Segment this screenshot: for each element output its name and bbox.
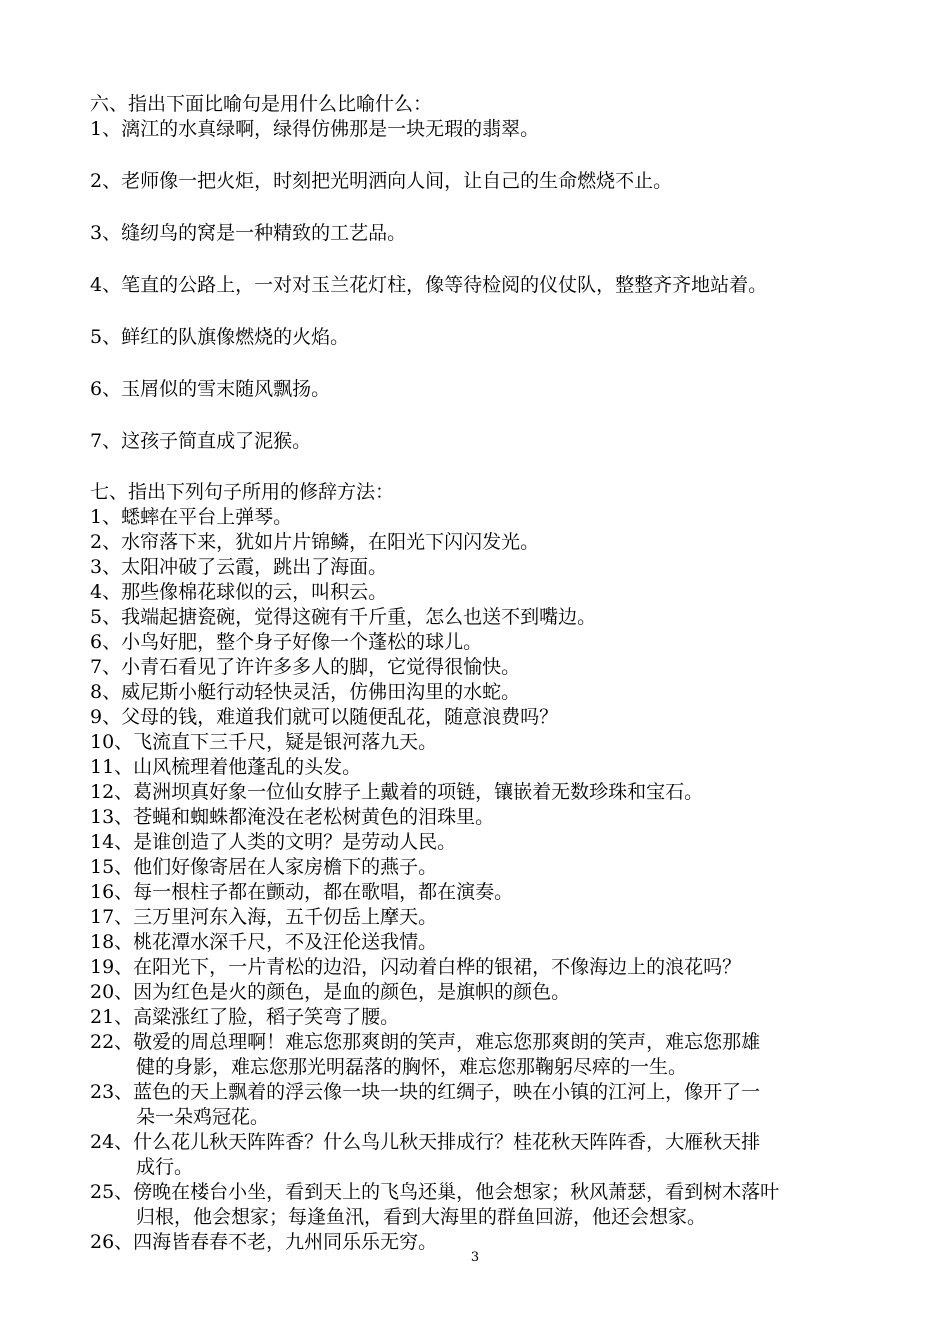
section7-item-20: 20、因为红色是火的颜色，是血的颜色，是旗帜的颜色。 xyxy=(90,981,571,1003)
section7-item-15: 15、他们好像寄居在人家房檐下的燕子。 xyxy=(90,856,438,878)
section7-item-16: 16、每一根柱子都在颤动，都在歌唱，都在演奏。 xyxy=(90,881,514,903)
section7-item-10: 10、飞流直下三千尺，疑是银河落九天。 xyxy=(90,731,438,753)
section7-item-24 xyxy=(90,1130,880,1180)
section6-item-1: 1、漓江的水真绿啊，绿得仿佛那是一块无瑕的翡翠。 xyxy=(90,118,540,140)
section7-item-6: 6、小鸟好肥，整个身子好像一个蓬松的球儿。 xyxy=(90,631,483,653)
section7-item-1: 1、蟋蟀在平台上弹琴。 xyxy=(90,506,293,528)
section7-item-26: 26、四海皆春春不老，九州同乐乐无穷。 xyxy=(90,1231,438,1253)
section7-item-4: 4、那些像棉花球似的云，叫积云。 xyxy=(90,581,388,603)
section7-item-2: 2、水帘落下来，犹如片片锦鳞，在阳光下闪闪发光。 xyxy=(90,531,540,553)
section7-item-8: 8、威尼斯小艇行动轻快灵活，仿佛田沟里的水蛇。 xyxy=(90,681,521,703)
section6-item-2: 2、老师像一把火炬，时刻把光明洒向人间，让自己的生命燃烧不止。 xyxy=(90,170,673,192)
section7-item-23 xyxy=(90,1080,880,1130)
section7-item-11: 11、山风梳理着他蓬乱的头发。 xyxy=(90,756,362,778)
section7-item-14: 14、是谁创造了人类的文明？是劳动人民。 xyxy=(90,831,457,853)
page-number: 3 xyxy=(470,1250,480,1265)
section7-item-13: 13、苍蝇和蜘蛛都淹没在老松树黄色的泪珠里。 xyxy=(90,806,495,828)
item-continuation: 健的身影，难忘您那光明磊落的胸怀，难忘您那鞠躬尽瘁的一生。 xyxy=(136,1056,688,1078)
section6-item-7: 7、这孩子简直成了泥猴。 xyxy=(90,430,312,452)
item-line: 22、敬爱的周总理啊！难忘您那爽朗的笑声，难忘您那爽朗的笑声，难忘您那雄 xyxy=(90,1031,761,1053)
section7-item-18: 18、桃花潭水深千尺，不及汪伦送我情。 xyxy=(90,931,438,953)
section7-item-21: 21、高粱涨红了脸，稻子笑弯了腰。 xyxy=(90,1006,400,1028)
section7-heading: 七、指出下列句子所用的修辞方法： xyxy=(90,481,395,503)
item-continuation: 成行。 xyxy=(136,1156,194,1178)
section6-item-4: 4、笔直的公路上，一对对玉兰花灯柱，像等待检阅的仪仗队，整整齐齐地站着。 xyxy=(90,274,768,296)
item-continuation: 归根，他会想家；每逢鱼汛，看到大海里的群鱼回游，他还会想家。 xyxy=(136,1206,707,1228)
section7-item-7: 7、小青石看见了许许多多人的脚，它觉得很愉快。 xyxy=(90,656,521,678)
section7-item-22 xyxy=(90,1030,880,1080)
document-page xyxy=(90,92,880,1255)
section7-item-5: 5、我端起搪瓷碗，觉得这碗有千斤重，怎么也送不到嘴边。 xyxy=(90,606,597,628)
section7-item-9: 9、父母的钱，难道我们就可以随便乱花，随意浪费吗？ xyxy=(90,706,559,728)
section6-item-6: 6、玉屑似的雪末随风飘扬。 xyxy=(90,378,331,400)
section7-item-3: 3、太阳冲破了云霞，跳出了海面。 xyxy=(90,556,388,578)
item-continuation: 朵一朵鸡冠花。 xyxy=(136,1106,270,1128)
section7-item-25 xyxy=(90,1180,880,1230)
item-line: 24、什么花儿秋天阵阵香？什么鸟儿秋天排成行？桂花秋天阵阵香，大雁秋天排 xyxy=(90,1131,761,1153)
section7-item-17: 17、三万里河东入海，五千仞岳上摩天。 xyxy=(90,906,438,928)
section6-item-3: 3、缝纫鸟的窝是一种精致的工艺品。 xyxy=(90,222,407,244)
section7-item-12: 12、葛洲坝真好象一位仙女脖子上戴着的项链，镶嵌着无数珍珠和宝石。 xyxy=(90,781,704,803)
section6-heading: 六、指出下面比喻句是用什么比喻什么： xyxy=(90,93,433,115)
section7-item-19: 19、在阳光下，一片青松的边沿，闪动着白桦的银裙，不像海边上的浪花吗？ xyxy=(90,956,742,978)
section6-item-5: 5、鲜红的队旗像燃烧的火焰。 xyxy=(90,326,350,348)
item-line: 25、傍晚在楼台小坐，看到天上的飞鸟还巢，他会想家；秋风萧瑟，看到树木落叶 xyxy=(90,1181,780,1203)
item-line: 23、蓝色的天上飘着的浮云像一块一块的红绸子，映在小镇的江河上，像开了一 xyxy=(90,1081,761,1103)
